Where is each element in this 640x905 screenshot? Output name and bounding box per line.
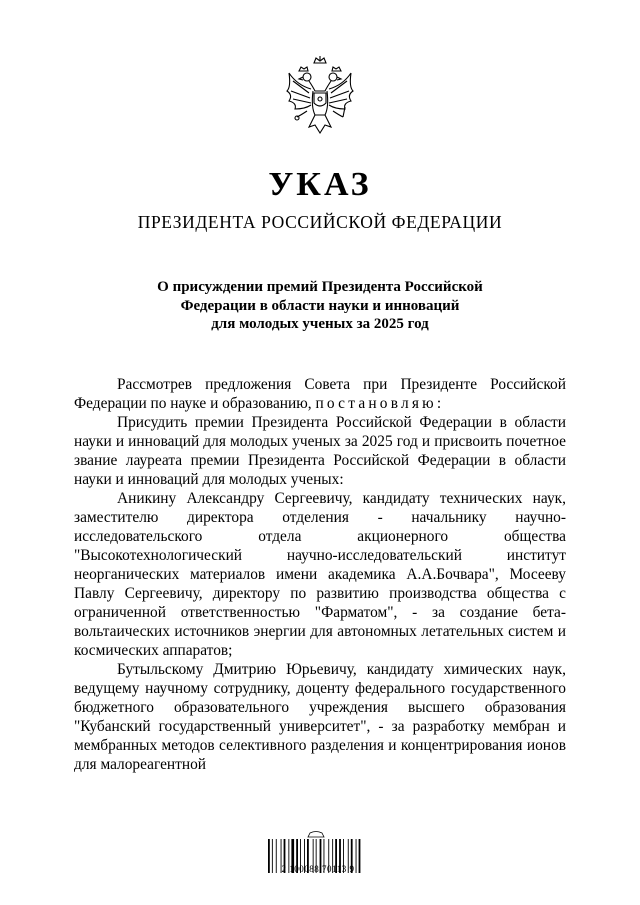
- decree-body: [74, 375, 566, 774]
- preamble-text: Рассмотрев предложения Совета при Президенте Российской Федерации по науке и образованию,: [74, 376, 566, 412]
- title-line: О присуждении премий Президента Российской: [157, 279, 483, 295]
- body-paragraph: Присудить премии Президента Российской Федерации в области науки и инноваций для молодых ученых за 2025 год и присвоить почетное звание лауреата премии Президента Российской Федерации в области науки и инноваций для молодых ученых:: [74, 414, 566, 488]
- barcode-number: 2 100088 70113 9: [281, 864, 355, 874]
- document-type-title: УКАЗ: [268, 166, 372, 203]
- preamble-paragraph: [74, 375, 566, 413]
- title-line: Федерации в области науки и инноваций: [180, 297, 460, 314]
- barcode-icon: [262, 820, 374, 886]
- decree-title: [100, 278, 540, 334]
- body-paragraph: Бутыльскому Дмитрию Юрьевичу, кандидату химических наук, ведущему научному сотруднику, доценту федерального государственного бюджетного образовательного учреждения высшего образования "Кубанский государственный университет", - за разработку мембран и мембранных методов селективного разделения и концентрирования ионов для малореагентной: [74, 661, 566, 773]
- decree-word: постановляю:: [315, 395, 445, 412]
- coat-of-arms-icon: [283, 55, 357, 143]
- body-paragraph: Аникину Александру Сергеевичу, кандидату технических наук, заместителю директора отделения - начальнику научно-исследовательского отдела акционерного общества "Высокотехнологический научно-исследовательский институт неорганических материалов имени академика А.А.Бочвара", Мосееву Павлу Сергеевичу, директору по развитию производства общества с ограниченной ответственностью "Фарматом", - за создание бета-вольтаических источников энергии для автономных летательных систем и космических аппаратов;: [74, 490, 566, 659]
- title-line: для молодых ученых за 2025 год: [211, 316, 429, 332]
- issuer-heading: ПРЕЗИДЕНТА РОССИЙСКОЙ ФЕДЕРАЦИИ: [137, 212, 503, 232]
